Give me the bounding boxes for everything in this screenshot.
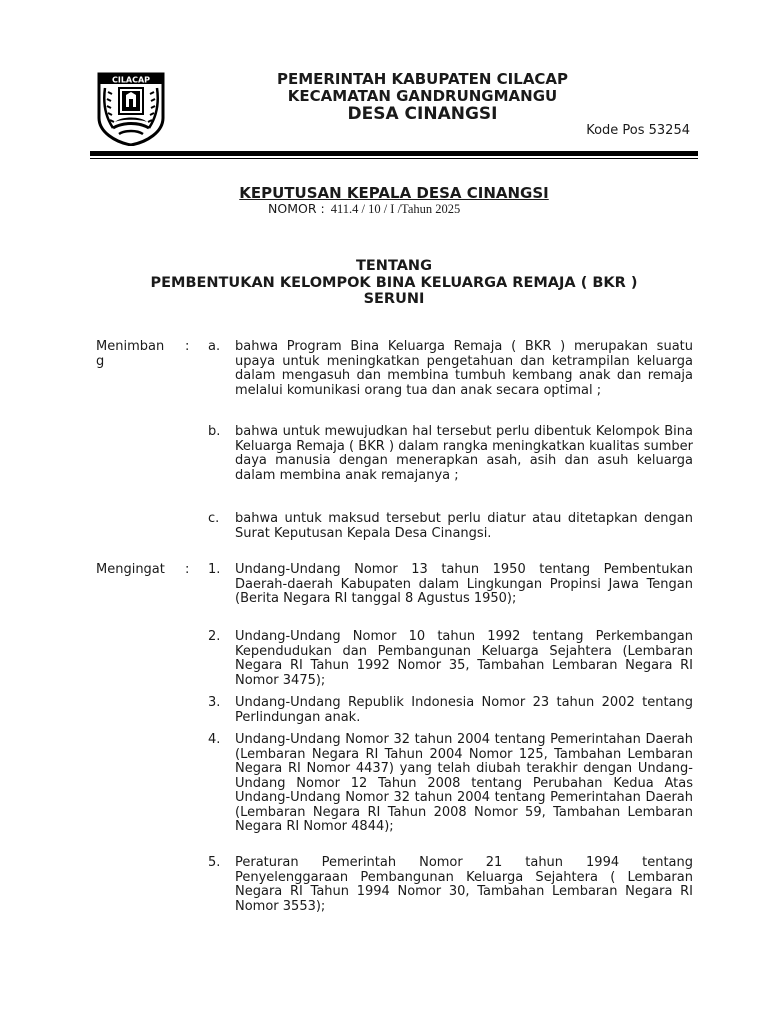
logo-text: CILACAP bbox=[111, 75, 151, 85]
list-item-text: bahwa untuk maksud tersebut perlu diatur atau ditetapkan dengan Surat Keputusan Kepala Desa Cinangsi. bbox=[235, 511, 693, 541]
list-item-text: Undang-Undang Nomor 13 tahun 1950 tentang Pembentukan Daerah-daerah Kabupaten dalam Lingkungan Propinsi Jawa Tengan (Berita Negara RI tanggal 8 Agustus 1950); bbox=[235, 562, 693, 606]
postal-code: Kode Pos 53254 bbox=[586, 123, 690, 138]
list-item-marker: 1. bbox=[208, 562, 221, 577]
decree-number-label: NOMOR : bbox=[268, 201, 325, 216]
about-subject-name: SERUNI bbox=[363, 291, 425, 307]
section-colon: : bbox=[185, 339, 190, 354]
list-item-marker: 2. bbox=[208, 629, 221, 644]
about-subject: PEMBENTUKAN KELOMPOK BINA KELUARGA REMAJA ( BKR ) bbox=[150, 275, 638, 291]
header-rule-thick bbox=[90, 151, 698, 156]
section-label-menimbang: Menimbang bbox=[96, 339, 165, 369]
regency-crest-icon bbox=[95, 72, 167, 146]
list-item-text: Peraturan Pemerintah Nomor 21 tahun 1994 tentang Penyelenggaraan Pembangunan Keluarga Sejahtera ( Lembaran Negara RI Tahun 1994 Nomor 30, Tambahan Lembaran Negara RI Nomor 3553); bbox=[235, 855, 693, 914]
list-item-text: Undang-Undang Nomor 10 tahun 1992 tentang Perkembangan Kependudukan dan Pembangunan Keluarga Sejahtera (Lembaran Negara RI Tahun 1992 Nomor 35, Tambahan Lembaran Negara RI Nomor 3475); bbox=[235, 629, 693, 688]
regency-logo bbox=[95, 72, 167, 146]
list-item-text: bahwa Program Bina Keluarga Remaja ( BKR ) merupakan suatu upaya untuk meningkatkan pengetahuan dan ketrampilan keluarga dalam mengasuh dan membina tumbuh kembang anak dan remaja melalui komunikasi orang tua dan anak secara optimal ; bbox=[235, 339, 693, 398]
list-item-marker: 3. bbox=[208, 695, 221, 710]
list-item-marker: 5. bbox=[208, 855, 221, 870]
decree-title: KEPUTUSAN KEPALA DESA CINANGSI bbox=[239, 184, 549, 202]
about-heading: TENTANG bbox=[356, 258, 432, 274]
list-item-marker: c. bbox=[208, 511, 220, 526]
header-rule-thin bbox=[90, 158, 698, 159]
village-title: DESA CINANGSI bbox=[347, 104, 498, 124]
list-item-text: bahwa untuk mewujudkan hal tersebut perlu dibentuk Kelompok Bina Keluarga Remaja ( BKR ) dalam rangka meningkatkan kualitas sumber daya manusia dengan menerapkan asah, asih dan asuh keluarga dalam membina anak remajanya ; bbox=[235, 424, 693, 483]
district-title: KECAMATAN GANDRUNGMANGU bbox=[287, 87, 558, 105]
list-item-text: Undang-Undang Nomor 32 tahun 2004 tentang Pemerintahan Daerah (Lembaran Negara RI Tahun 2004 Nomor 125, Tambahan Lembaran Negara RI Nomor 4437) yang telah diubah terakhir dengan Undang-Undang Nomor 12 Tahun 2008 tentang Perubahan Kedua Atas Undang-Undang Nomor 32 tahun 2004 tentang Pemerintahan Daerah (Lembaran Negara RI Tahun 2008 Nomor 59, Tambahan Lembaran Negara RI Nomor 4844); bbox=[235, 732, 693, 834]
decree-number-row bbox=[268, 201, 460, 217]
list-item-text: Undang-Undang Republik Indonesia Nomor 23 tahun 2002 tentang Perlindungan anak. bbox=[235, 695, 693, 725]
decree-number-value: 411.4 / 10 / I /Tahun 2025 bbox=[330, 202, 461, 216]
list-item-marker: 4. bbox=[208, 732, 221, 747]
list-item-marker: a. bbox=[208, 339, 221, 354]
section-colon: : bbox=[185, 562, 190, 577]
list-item-marker: b. bbox=[208, 424, 221, 439]
section-label-mengingat: Mengingat bbox=[96, 562, 165, 577]
government-title: PEMERINTAH KABUPATEN CILACAP bbox=[276, 70, 569, 88]
